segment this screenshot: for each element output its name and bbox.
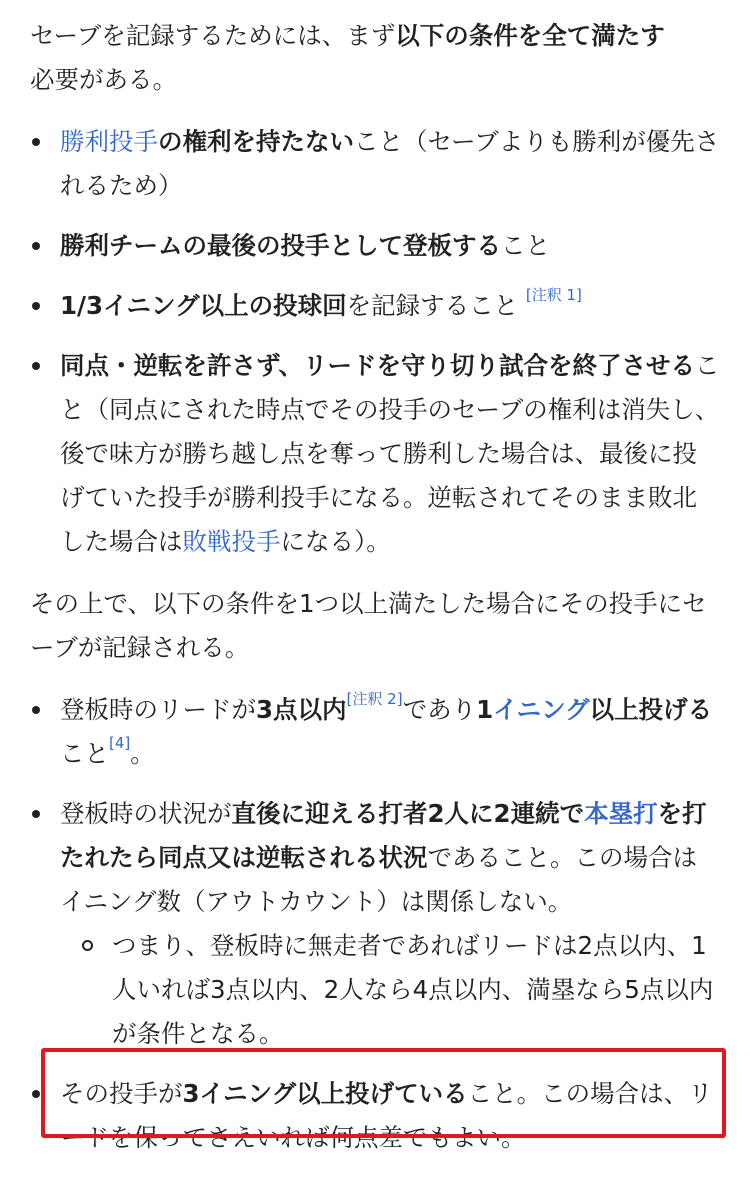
middle-paragraph (30, 582, 720, 670)
red-highlight-box (41, 1048, 726, 1138)
list-item (30, 688, 720, 776)
condition-bold: 1/3イニング以上の投球回 (60, 291, 347, 320)
link-losing-pitcher[interactable]: 敗戦投手 (182, 527, 281, 556)
condition-text: 。 (130, 739, 155, 768)
condition-text: こと（セーブよりも勝利が優先されるため） (60, 127, 720, 200)
condition-text: であること。この場合はイニング数（アウトカウント）は関係しない。 (60, 843, 697, 916)
article-content (30, 14, 720, 1178)
list-item (30, 792, 720, 1056)
middle-text: その上で、以下の条件を1つ以上満たした場合にその投手にセーブが記録される。 (30, 589, 707, 662)
condition-bold: 同点・逆転を許さず、リードを守り切り試合を終了させる (60, 351, 696, 380)
link-home-run-label: 本塁打 (584, 799, 658, 828)
list-item (30, 224, 720, 268)
link-inning[interactable] (493, 695, 590, 724)
condition-text: を記録すること (346, 291, 519, 320)
condition-bold: 3イニング以上投げている (182, 1079, 468, 1108)
condition-text: 登板時のリードが (60, 695, 256, 724)
bullet-icon (32, 810, 40, 818)
list-item (30, 120, 720, 208)
intro-tail: 必要がある。 (30, 65, 177, 94)
intro-text: セーブを記録するためには、まず (30, 21, 396, 50)
sub-text: つまり、登板時に無走者であればリードは2点以内、1人いれば3点以内、2人なら4点以内、満塁なら5点以内が条件となる。 (112, 931, 714, 1048)
condition-bold: を打たれたら同点又は逆転される状況 (60, 799, 707, 872)
condition-bold: 勝利チームの最後の投手として登板する (60, 231, 501, 260)
condition-text: 登板時の状況が (60, 799, 232, 828)
condition-tail: になる）。 (280, 527, 391, 556)
intro-bold: 以下の条件を全て満たす (395, 21, 665, 50)
footnote-ref-4[interactable]: [4] (109, 734, 131, 752)
footnote-note-2[interactable]: [注釈 2] (346, 690, 403, 708)
sub-list-item (60, 924, 720, 1056)
list-item (30, 284, 720, 328)
link-winning-pitcher[interactable]: 勝利投手 (60, 127, 158, 156)
condition-text: であり (402, 695, 477, 724)
circle-bullet-icon (82, 940, 93, 951)
condition-text: こと。この場合は、リードを保ってさえいれば何点差でもよい。 (60, 1079, 713, 1152)
intro-paragraph (30, 14, 720, 102)
sub-list (60, 924, 720, 1056)
bullet-icon (32, 242, 40, 250)
all-conditions-list (30, 120, 720, 564)
bullet-icon (32, 302, 40, 310)
bullet-icon (32, 706, 40, 714)
condition-text: その投手が (60, 1079, 183, 1108)
list-item (30, 344, 720, 564)
bullet-icon (32, 138, 40, 146)
condition-bold: 1 (476, 695, 494, 724)
condition-bold: 以上投げる (589, 695, 713, 724)
condition-bold: 直後に迎える打者2人に2連続で (231, 799, 585, 828)
footnote-note-1[interactable]: [注釈 1] (525, 286, 582, 304)
condition-text: こと (501, 231, 550, 260)
link-inning-label: イニング (493, 695, 590, 724)
condition-text: こと（同点にされた時点でその投手のセーブの権利は消失し、後で味方が勝ち越し点を奪って勝利した場合は、最後に投げていた投手が勝利投手になる。逆転されてそのまま敗北した場合は (60, 351, 720, 556)
condition-text: こと (60, 739, 109, 768)
bullet-icon (32, 362, 40, 370)
bullet-icon (32, 1090, 40, 1098)
condition-bold: 3点以内 (256, 695, 347, 724)
link-home-run[interactable] (584, 799, 658, 828)
condition-bold: の権利を持たない (158, 127, 354, 156)
